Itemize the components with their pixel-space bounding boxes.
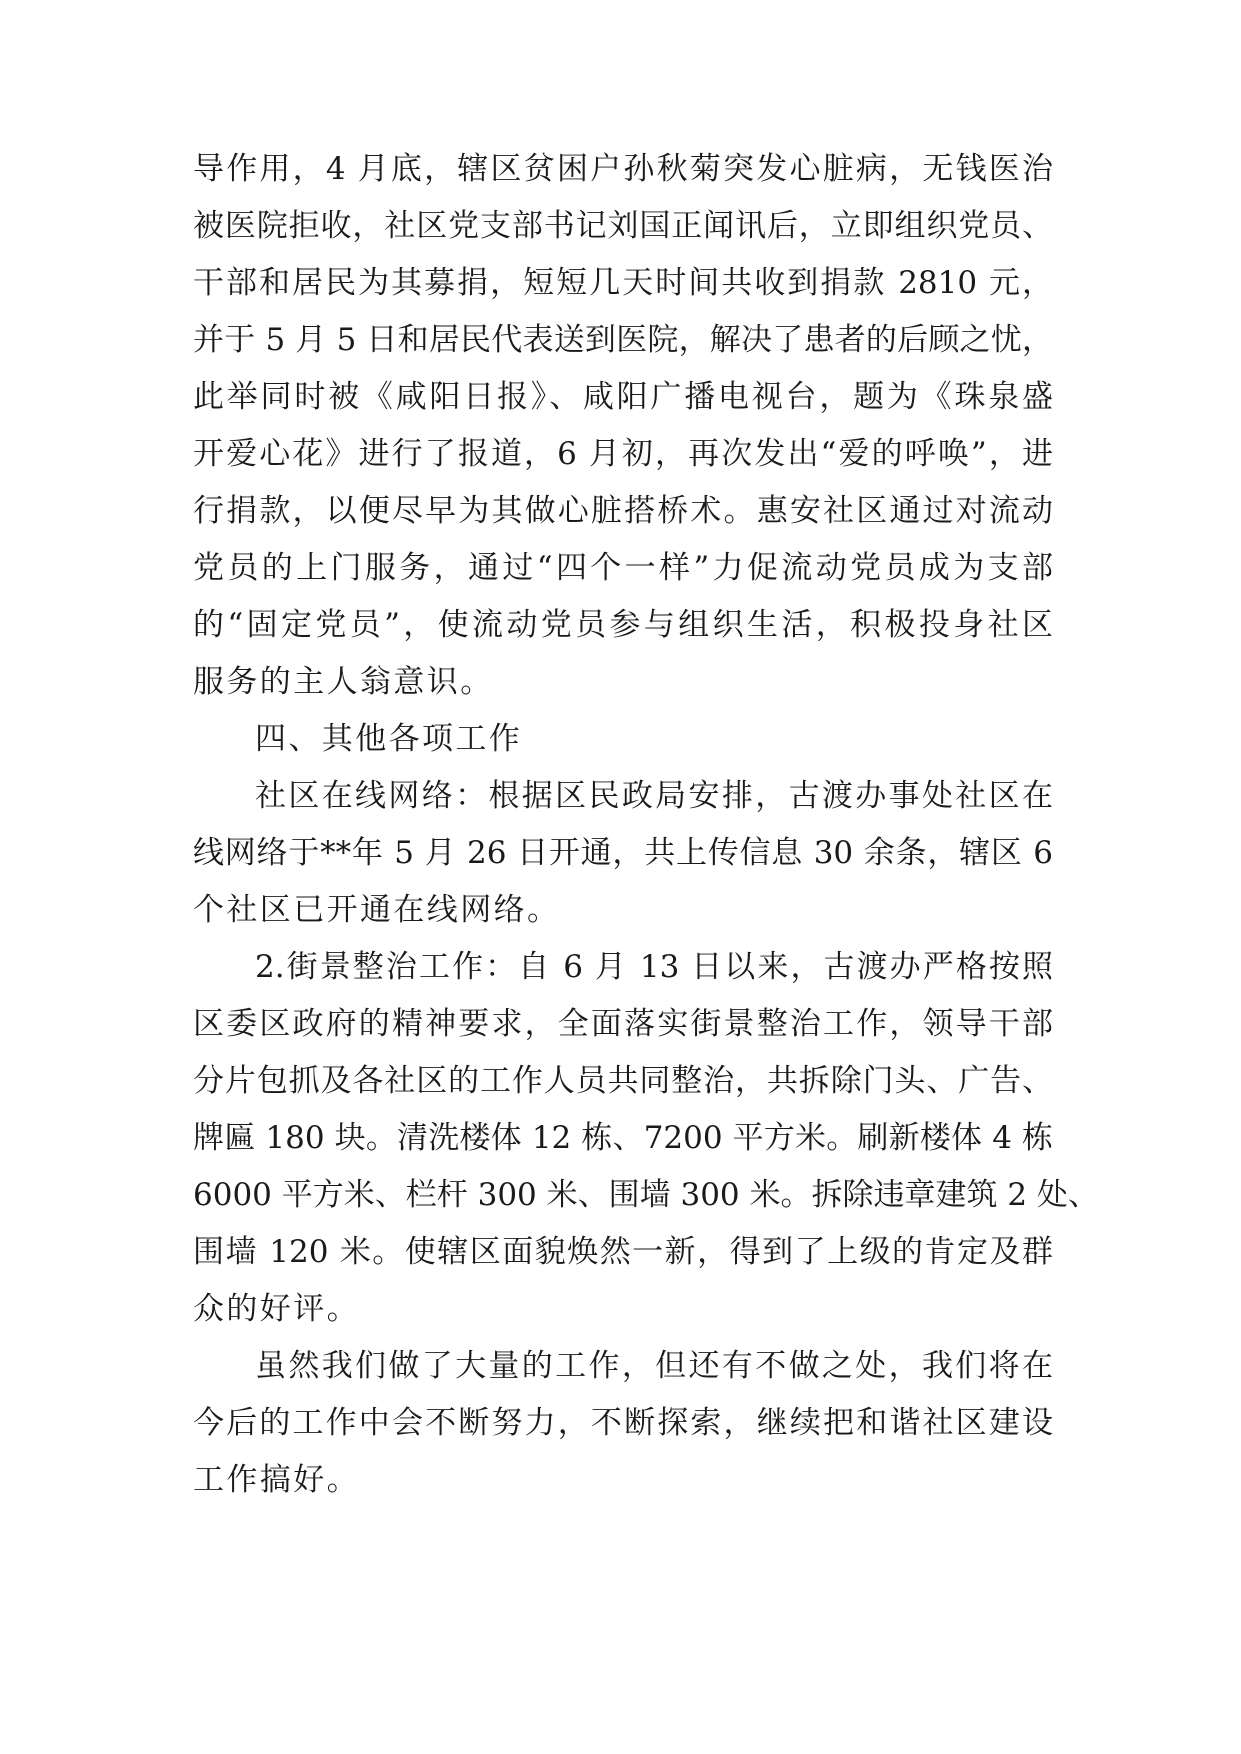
text-line: 党员的上门服务，通过“四个一样”力促流动党员成为支部 [193, 550, 1053, 586]
paragraph-first-line: 虽然我们做了大量的工作，但还有不做之处，我们将在 [255, 1348, 1053, 1384]
text-line: 区委区政府的精神要求，全面落实街景整治工作，领导干部 [193, 1006, 1053, 1042]
text-line: 分片包抓及各社区的工作人员共同整治，共拆除门头、广告、 [193, 1063, 1053, 1099]
text-line: 行捐款，以便尽早为其做心脏搭桥术。惠安社区通过对流动 [193, 493, 1053, 529]
paragraph-first-line: 2.街景整治工作：自 6 月 13 日以来，古渡办严格按照 [255, 949, 1053, 985]
text-line: 今后的工作中会不断努力，不断探索，继续把和谐社区建设 [193, 1405, 1053, 1441]
text-line: 导作用，4 月底，辖区贫困户孙秋菊突发心脏病，无钱医治 [193, 151, 1053, 187]
section-heading: 四、其他各项工作 [255, 721, 523, 757]
text-line: 个社区已开通在线网络。 [193, 892, 561, 928]
paragraph-first-line: 社区在线网络：根据区民政局安排，古渡办事处社区在 [255, 778, 1053, 814]
text-line: 被医院拒收，社区党支部书记刘国正闻讯后，立即组织党员、 [193, 208, 1053, 244]
text-line: 众的好评。 [193, 1291, 360, 1327]
text-line: 线网络于**年 5 月 26 日开通，共上传信息 30 余条，辖区 6 [193, 835, 1053, 871]
text-line: 6000 平方米、栏杆 300 米、围墙 300 米。拆除违章建筑 2 处、 [193, 1177, 1099, 1213]
text-line: 服务的主人翁意识。 [193, 664, 494, 700]
text-line: 此举同时被《咸阳日报》、咸阳广播电视台，题为《珠泉盛 [193, 379, 1053, 415]
text-line: 干部和居民为其募捐，短短几天时间共收到捐款 2810 元， [193, 265, 1053, 301]
text-line: 牌匾 180 块。清洗楼体 12 栋、7200 平方米。刷新楼体 4 栋 [193, 1120, 1053, 1156]
text-line: 开爱心花》进行了报道，6 月初，再次发出“爱的呼唤”，进 [193, 436, 1053, 472]
text-line: 并于 5 月 5 日和居民代表送到医院，解决了患者的后顾之忧， [193, 322, 1053, 358]
text-line: 围墙 120 米。使辖区面貌焕然一新，得到了上级的肯定及群 [193, 1234, 1053, 1270]
text-line: 的“固定党员”，使流动党员参与组织生活，积极投身社区 [193, 607, 1053, 643]
text-line: 工作搞好。 [193, 1462, 360, 1498]
